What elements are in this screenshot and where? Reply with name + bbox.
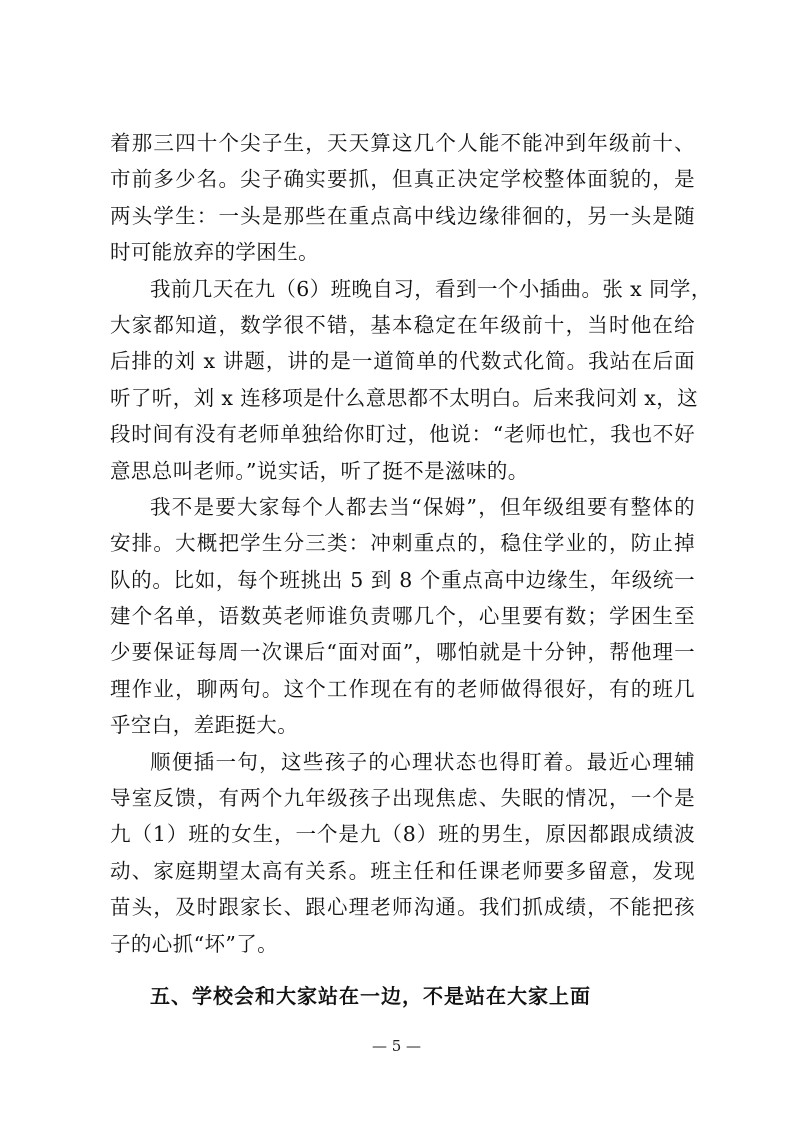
text-line: 安排。大概把学生分三类：冲刺重点的，稳住学业的，防止掉 [110, 531, 695, 556]
page-number: — 5 — [371, 1037, 422, 1055]
text-line: 听了听，刘 x 连移项是什么意思都不太明白。后来我问刘 x，这 [110, 385, 699, 410]
body-text [110, 125, 712, 962]
text-line: 着那三四十个尖子生，天天算这几个人能不能冲到年级前十、 [110, 131, 695, 155]
text-line: 我不是要大家每个人都去当“保姆”，但年级组要有整体的 [150, 494, 695, 519]
text-line: 段时间有没有老师单独给你盯过，他说：“老师也忙，我也不好 [110, 422, 695, 447]
text-line: 我前几天在九（6）班晚自习，看到一个小插曲。张 x 同学， [150, 276, 712, 301]
text-line: 意思总叫老师。”说实话，听了挺不是滋味的。 [110, 458, 529, 483]
text-line: 大家都知道，数学很不错，基本稳定在年级前十，当时他在给 [110, 312, 695, 337]
text-line: 队的。比如，每个班挑出 5 到 8 个重点高中边缘生，年级统一 [110, 567, 695, 592]
section-heading: 五、学校会和大家站在一边，不是站在大家上面 [150, 984, 591, 1008]
text-line: 导室反馈，有两个九年级孩子出现焦虑、失眠的情况，一个是 [110, 786, 695, 811]
text-line: 动、家庭期望太高有关系。班主任和任课老师要多留意，发现 [110, 858, 695, 883]
text-line: 九（1）班的女生，一个是九（8）班的男生，原因都跟成绩波 [110, 822, 695, 847]
text-line: 两头学生：一头是那些在重点高中线边缘徘徊的，另一头是随 [110, 203, 695, 228]
text-line: 理作业，聊两句。这个工作现在有的老师做得很好，有的班几 [110, 676, 695, 701]
text-line: 乎空白，差距挺大。 [110, 713, 299, 738]
text-line: 后排的刘 x 讲题，讲的是一道简单的代数式化简。我站在后面 [110, 349, 695, 374]
text-line: 市前多少名。尖子确实要抓，但真正决定学校整体面貌的，是 [110, 167, 695, 192]
text-line: 顺便插一句，这些孩子的心理状态也得盯着。最近心理辅 [150, 749, 695, 774]
text-line: 少要保证每周一次课后“面对面”，哪怕就是十分钟，帮他理一 [110, 640, 695, 665]
text-line: 时可能放弃的学困生。 [110, 240, 319, 265]
text-line: 子的心抓“坏”了。 [110, 931, 279, 956]
text-line: 苗头，及时跟家长、跟心理老师沟通。我们抓成绩，不能把孩 [110, 895, 695, 920]
text-line: 建个名单，语数英老师谁负责哪几个，心里要有数；学困生至 [110, 604, 695, 629]
